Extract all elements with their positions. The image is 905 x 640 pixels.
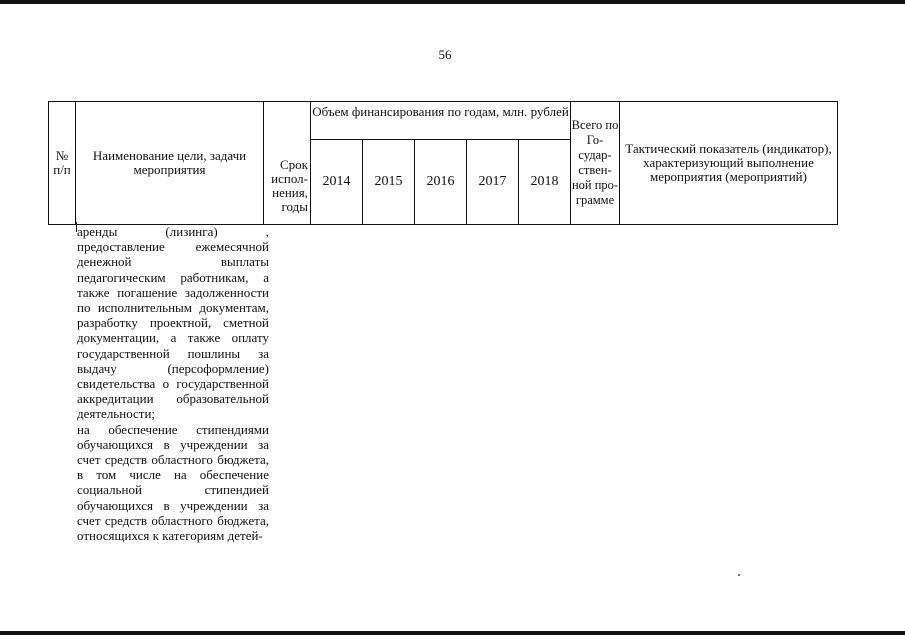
header-year: 2014	[311, 140, 363, 225]
body-paragraph: аренды (лизинга) , предоставление ежемесячной денежной выплаты педагогическим работникам, а также погашение задолженности по исполнительным документам, разработку проектной, сметной документации, а также оплату государственной пошлины за выдачу (персоформление) свидетельства о государственной аккредитации образовательной деятельности;	[77, 224, 269, 422]
header-year: 2015	[363, 140, 415, 225]
financing-table-header	[48, 101, 838, 225]
body-paragraph: на обеспечение стипендиями обучающихся в учреждении за счет средств областного бюджета, в том числе на обеспечение социальной стипендией обучающихся в учреждении за счет средств областного бюджета, относящихся к категориям детей-	[77, 421, 269, 544]
header-indicator: Тактический показатель (индикатор), характеризующий выполнение мероприятия (мероприятий)	[620, 102, 838, 225]
scan-speck	[738, 574, 740, 576]
header-total: Всего по Го-судар-ствен-ной про-грамме	[571, 102, 620, 225]
header-term: Срок испол-нения, годы	[264, 102, 311, 225]
top-border-bar	[0, 0, 905, 4]
header-year: 2018	[519, 140, 571, 225]
header-name: Наименование цели, задачи мероприятия	[76, 102, 264, 225]
page-number: 56	[438, 47, 452, 62]
header-year: 2016	[415, 140, 467, 225]
header-financing: Объем финансирования по годам, млн. рублей	[311, 102, 571, 140]
bottom-border-bar	[0, 631, 905, 635]
header-number: № п/п	[49, 102, 76, 225]
body-text	[77, 224, 269, 543]
header-year: 2017	[467, 140, 519, 225]
